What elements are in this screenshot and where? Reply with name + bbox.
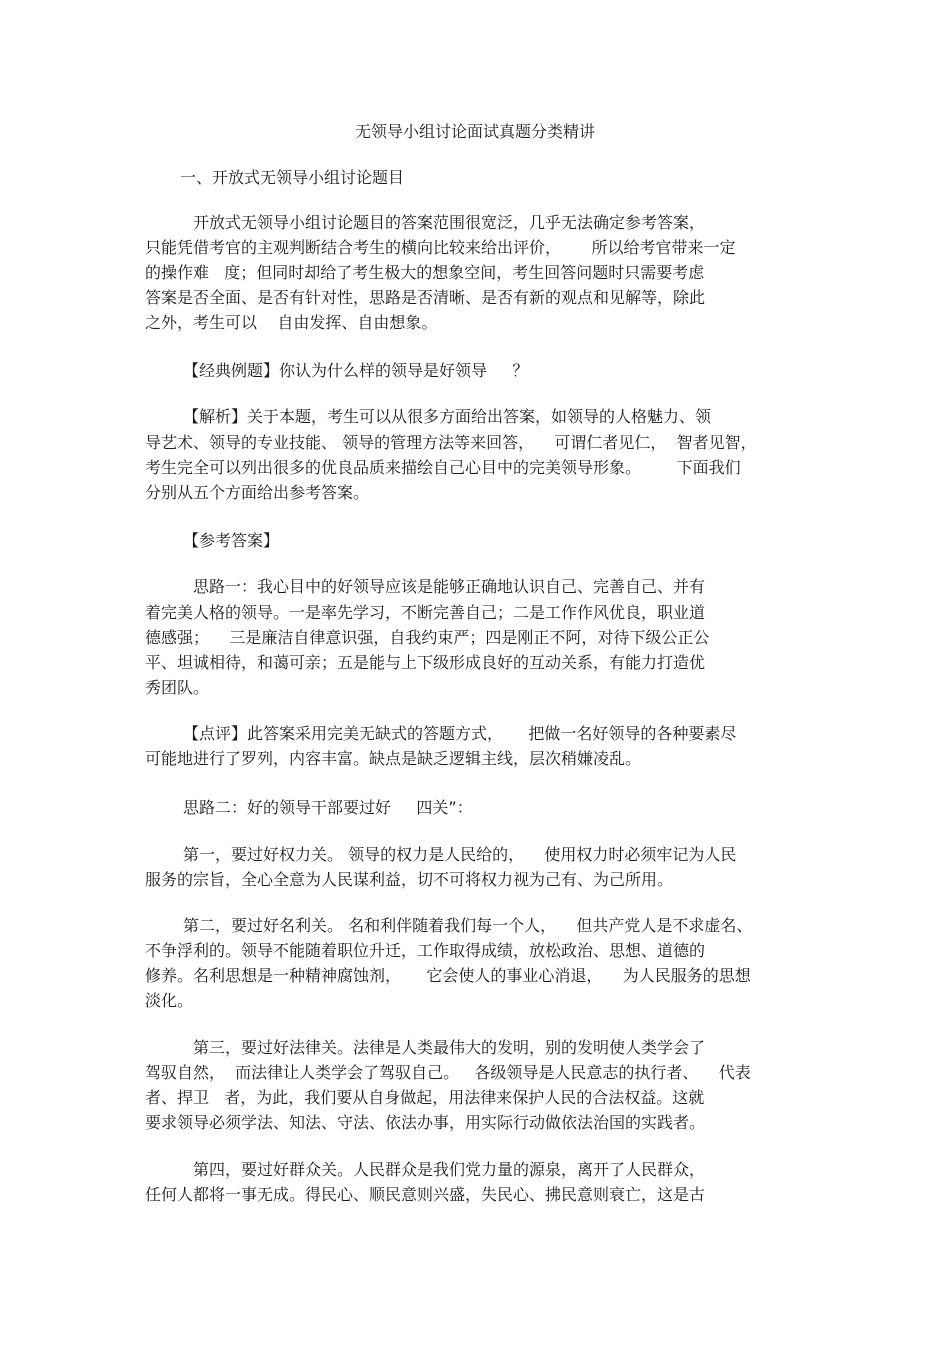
approach-one-line: 秀团队。: [145, 678, 210, 697]
approach-one-line: 德感强； 三是廉洁自律意识强，自我约束严；四是刚正不阿，对待下级公正公: [145, 628, 710, 647]
section-heading: 一、开放式无领导小组讨论题目: [180, 168, 405, 187]
analysis-line: 【解析】关于本题，考生可以从很多方面给出答案，如领导的人格魅力、领: [183, 407, 712, 426]
comment-line: 【点评】此答案采用完美无缺式的答题方式， 把做一名好领导的各种要素尽: [183, 724, 737, 743]
point-four-line: 第四，要过好群众关。人民群众是我们党力量的源泉，离开了人民群众，: [193, 1160, 706, 1179]
approach-one-line: 思路一：我心目中的好领导应该是能够正确地认识自己、完善自己、并有: [193, 577, 706, 596]
comment-line: 可能地进行了罗列，内容丰富。缺点是缺乏逻辑主线，层次稍嫌凌乱。: [145, 749, 642, 768]
point-two-line: 修养。名利思想是一种精神腐蚀剂， 它会使人的事业心消退， 为人民服务的思想: [145, 966, 751, 985]
point-three-line: 第三，要过好法律关。法律是人类最伟大的发明，别的发明使人类学会了: [193, 1038, 706, 1057]
intro-line: 之外，考生可以 自由发挥、自由想象。: [145, 313, 438, 332]
point-two-line: 淡化。: [145, 991, 194, 1010]
approach-one-line: 平、坦诚相待，和蔼可亲；五是能与上下级形成良好的互动关系，有能力打造优: [145, 653, 706, 672]
analysis-line: 考生完全可以列出很多的优良品质来描绘自己心目中的完美领导形象。 下面我们: [145, 458, 741, 477]
point-two-line: 不争浮利的。领导不能随着职位升迁，工作取得成绩，放松政治、思想、道德的: [145, 941, 706, 960]
point-four-line: 任何人都将一事无成。得民心、顺民意则兴盛，失民心、拂民意则衰亡，这是古: [145, 1185, 706, 1204]
intro-line: 开放式无领导小组讨论题目的答案范围很宽泛，几乎无法确定参考答案，: [193, 213, 706, 232]
point-three-line: 驾驭自然， 而法律让人类学会了驾驭自己。 各级领导是人民意志的执行者、 代表: [145, 1063, 751, 1082]
point-one-line: 第一，要过好权力关。 领导的权力是人民给的， 使用权力时必须牢记为人民: [183, 845, 737, 864]
example-question: 【经典例题】你认为什么样的领导是好领导 ？: [183, 361, 529, 380]
reference-answer-label: 【参考答案】: [183, 531, 280, 550]
point-three-line: 者、捍卫 者，为此，我们要从自身做起，用法律来保护人民的合法权益。这就: [145, 1088, 705, 1107]
intro-line: 只能凭借考官的主观判断结合考生的横向比较来给出评价， 所以给考官带来一定: [145, 238, 736, 257]
approach-one-line: 着完美人格的领导。一是率先学习，不断完善自己；二是工作作风优良，职业道: [145, 603, 706, 622]
point-two-line: 第二，要过好名利关。 名和利伴随着我们每一个人， 但共产党人是不求虚名、: [183, 916, 753, 935]
approach-two-heading: 思路二：好的领导干部要过好 四关”：: [183, 798, 473, 817]
point-one-line: 服务的宗旨，全心全意为人民谋利益，切不可将权力视为己有、为己所用。: [145, 870, 674, 889]
document-title: 无领导小组讨论面试真题分类精讲: [354, 122, 595, 141]
point-three-line: 要求领导必须学法、知法、守法、依法办事，用实际行动做依法治国的实践者。: [145, 1113, 706, 1132]
analysis-line: 分别从五个方面给出参考答案。: [145, 483, 370, 502]
intro-line: 答案是否全面、是否有针对性，思路是否清晰、是否有新的观点和见解等，除此: [145, 288, 706, 307]
analysis-line: 导艺术、领导的专业技能、 领导的管理方法等来回答， 可谓仁者见仁， 智者见智，: [145, 433, 757, 452]
intro-line: 的操作难 度；但同时却给了考生极大的想象空间，考生回答问题时只需要考虑: [145, 263, 705, 282]
